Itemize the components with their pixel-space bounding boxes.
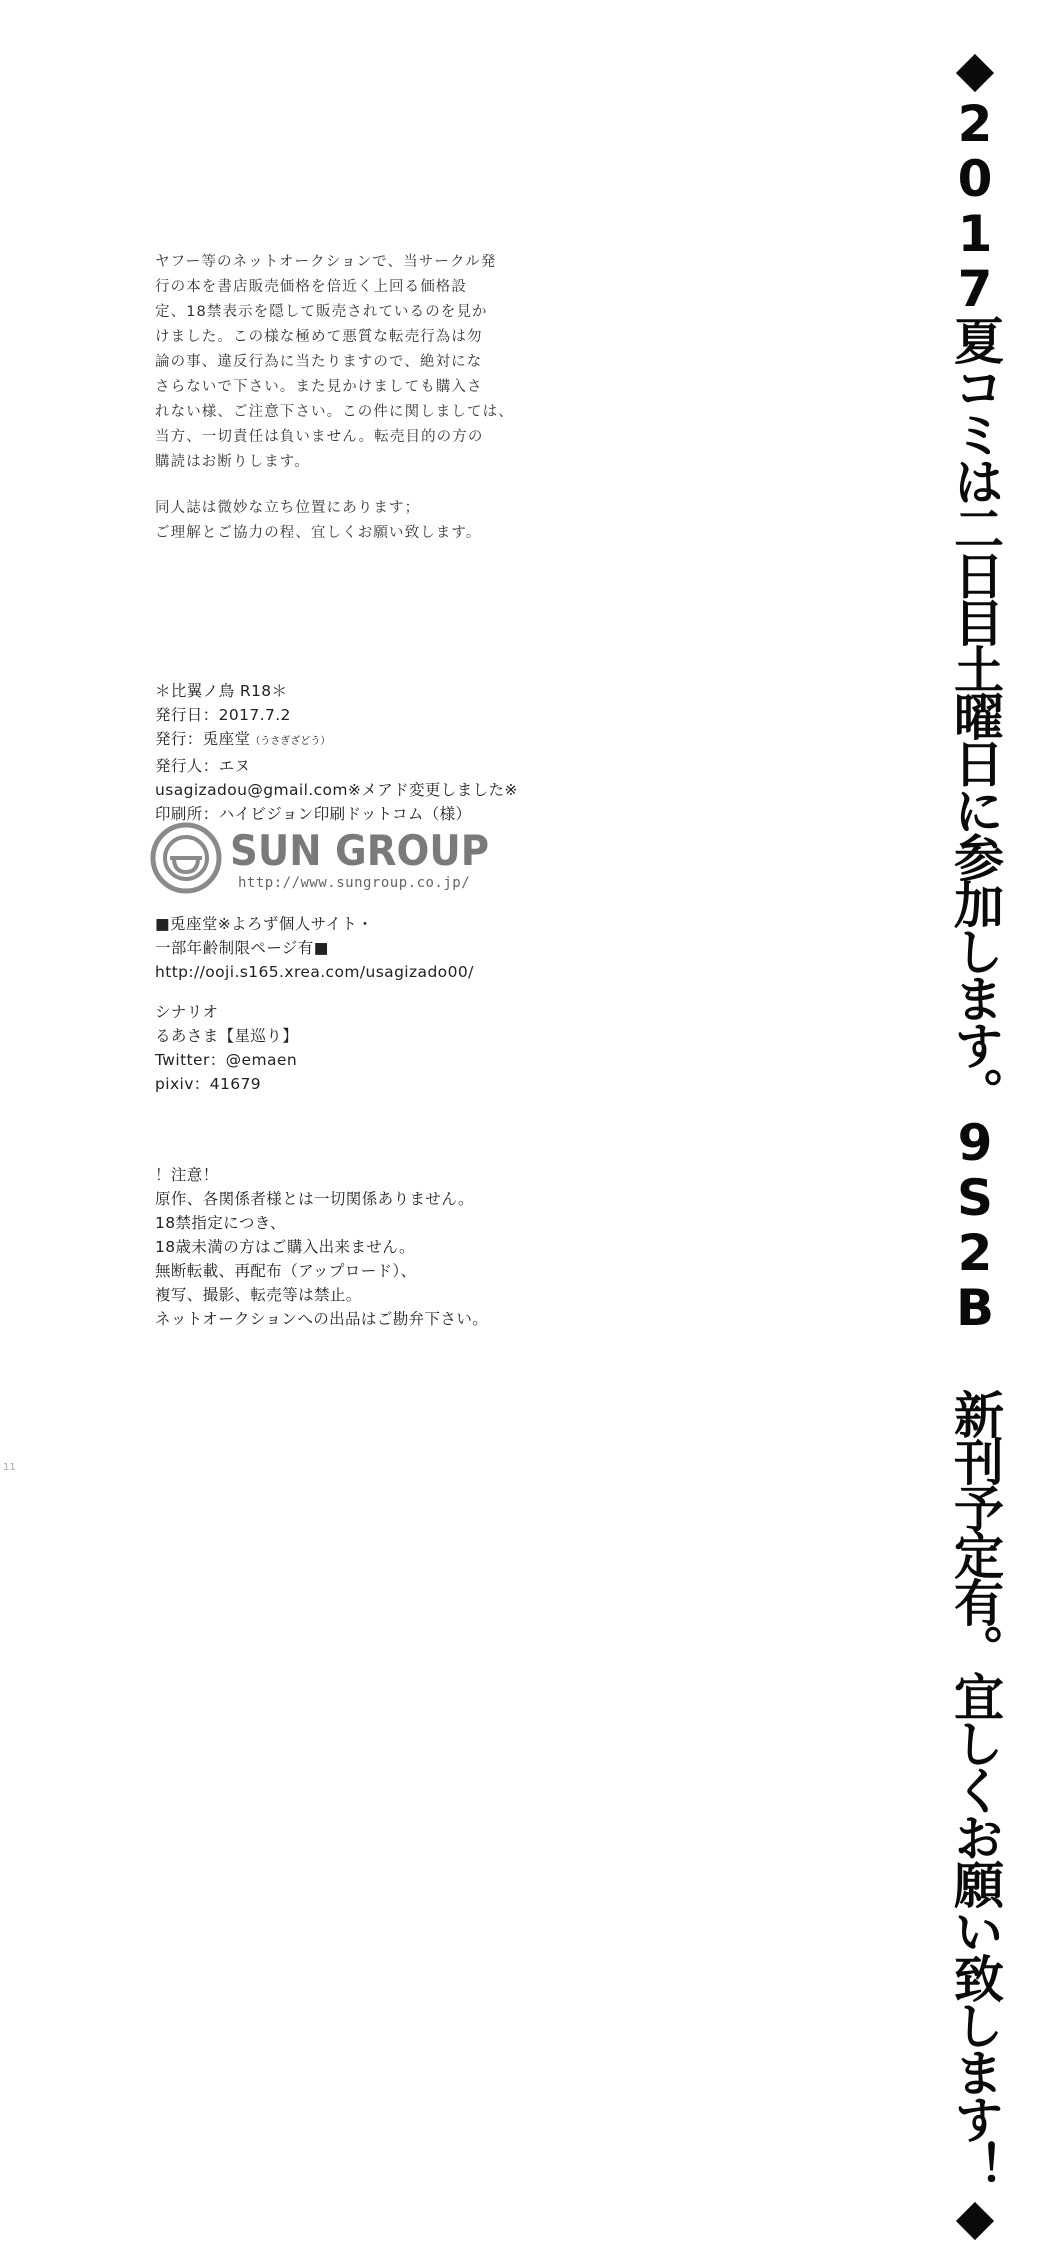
- notice-line: 定、18禁表示を隠して販売されているのを見か: [155, 304, 488, 320]
- logo-url: http://www.sungroup.co.jp/: [238, 875, 471, 891]
- resale-notice: [155, 250, 514, 546]
- site-url: http://ooji.s165.xrea.com/usagizado00/: [155, 963, 474, 981]
- notice-line: ヤフー等のネットオークションで、当サークル発: [155, 254, 497, 270]
- credit-role: シナリオ: [155, 1003, 219, 1021]
- warning-line: 無断転載、再配布（アップロード）、: [155, 1262, 417, 1280]
- warning-line: ！注意！: [155, 1166, 219, 1184]
- warning: [155, 1163, 488, 1331]
- notice-line: けました。この様な極めて悪質な転売行為は勿: [155, 329, 483, 345]
- printer: 印刷所：ハイビジョン印刷ドットコム（様）: [155, 805, 472, 823]
- warning-line: 18禁指定につき、: [155, 1214, 286, 1232]
- sun-group-mark-icon: [150, 822, 222, 894]
- notice-line: れない様、ご注意下さい。この件に関しましては、: [155, 404, 514, 420]
- warning-line: 複写、撮影、転売等は禁止。: [155, 1286, 362, 1304]
- event-announcement: ◆2017夏コミは二日目土曜日に参加します。9S2B 新刊予定有。宜しくお願い致します！◆: [946, 40, 1004, 2243]
- warning-line: 18歳未満の方はご購入出来ません。: [155, 1238, 415, 1256]
- credit-twitter: Twitter：@emaen: [155, 1051, 298, 1069]
- notice-line: 購読はお断りします。: [155, 454, 310, 470]
- book-title: ＊比翼ノ鳥 R18＊: [155, 682, 288, 700]
- notice-line: 論の事、違反行為に当たりますので、絶対にな: [155, 354, 483, 370]
- contact-email: usagizadou@gmail.com※メアド変更しました※: [155, 781, 518, 799]
- notice-line: 同人誌は微妙な立ち位置にあります；: [155, 500, 421, 516]
- notice-line: さらないで下さい。また見かけましても購入さ: [155, 379, 483, 395]
- personal-site: [155, 912, 474, 984]
- credit-pixiv: pixiv：41679: [155, 1075, 262, 1093]
- colophon: [155, 679, 518, 826]
- warning-line: ネットオークションへの出品はご勘弁下さい。: [155, 1310, 489, 1328]
- publish-date: 発行日：2017.7.2: [155, 706, 291, 724]
- notice-line: ご理解とご協力の程、宜しくお願い致します。: [155, 525, 482, 541]
- logo-wordmark: SUN GROUP: [230, 826, 490, 875]
- site-line: ■兎座堂※よろず個人サイト・: [155, 915, 374, 933]
- page-number: 11: [3, 1462, 16, 1473]
- publisher-reading: （うさぎざどう）: [250, 736, 331, 747]
- issuer: 発行人：エヌ: [155, 757, 251, 775]
- credit-name: るあさま【星巡り】: [155, 1027, 299, 1045]
- warning-line: 原作、各関係者様とは一切関係ありません。: [155, 1190, 474, 1208]
- notice-line: 行の本を書店販売価格を倍近く上回る価格設: [155, 279, 467, 295]
- publisher: [155, 727, 518, 754]
- publisher-name: 発行：兎座堂: [155, 730, 251, 748]
- site-line: 一部年齢制限ページ有■: [155, 939, 329, 957]
- notice-line: 当方、一切責任は負いません。転売目的の方の: [155, 429, 484, 445]
- sun-group-logo: [150, 818, 530, 898]
- credits: [155, 1000, 298, 1096]
